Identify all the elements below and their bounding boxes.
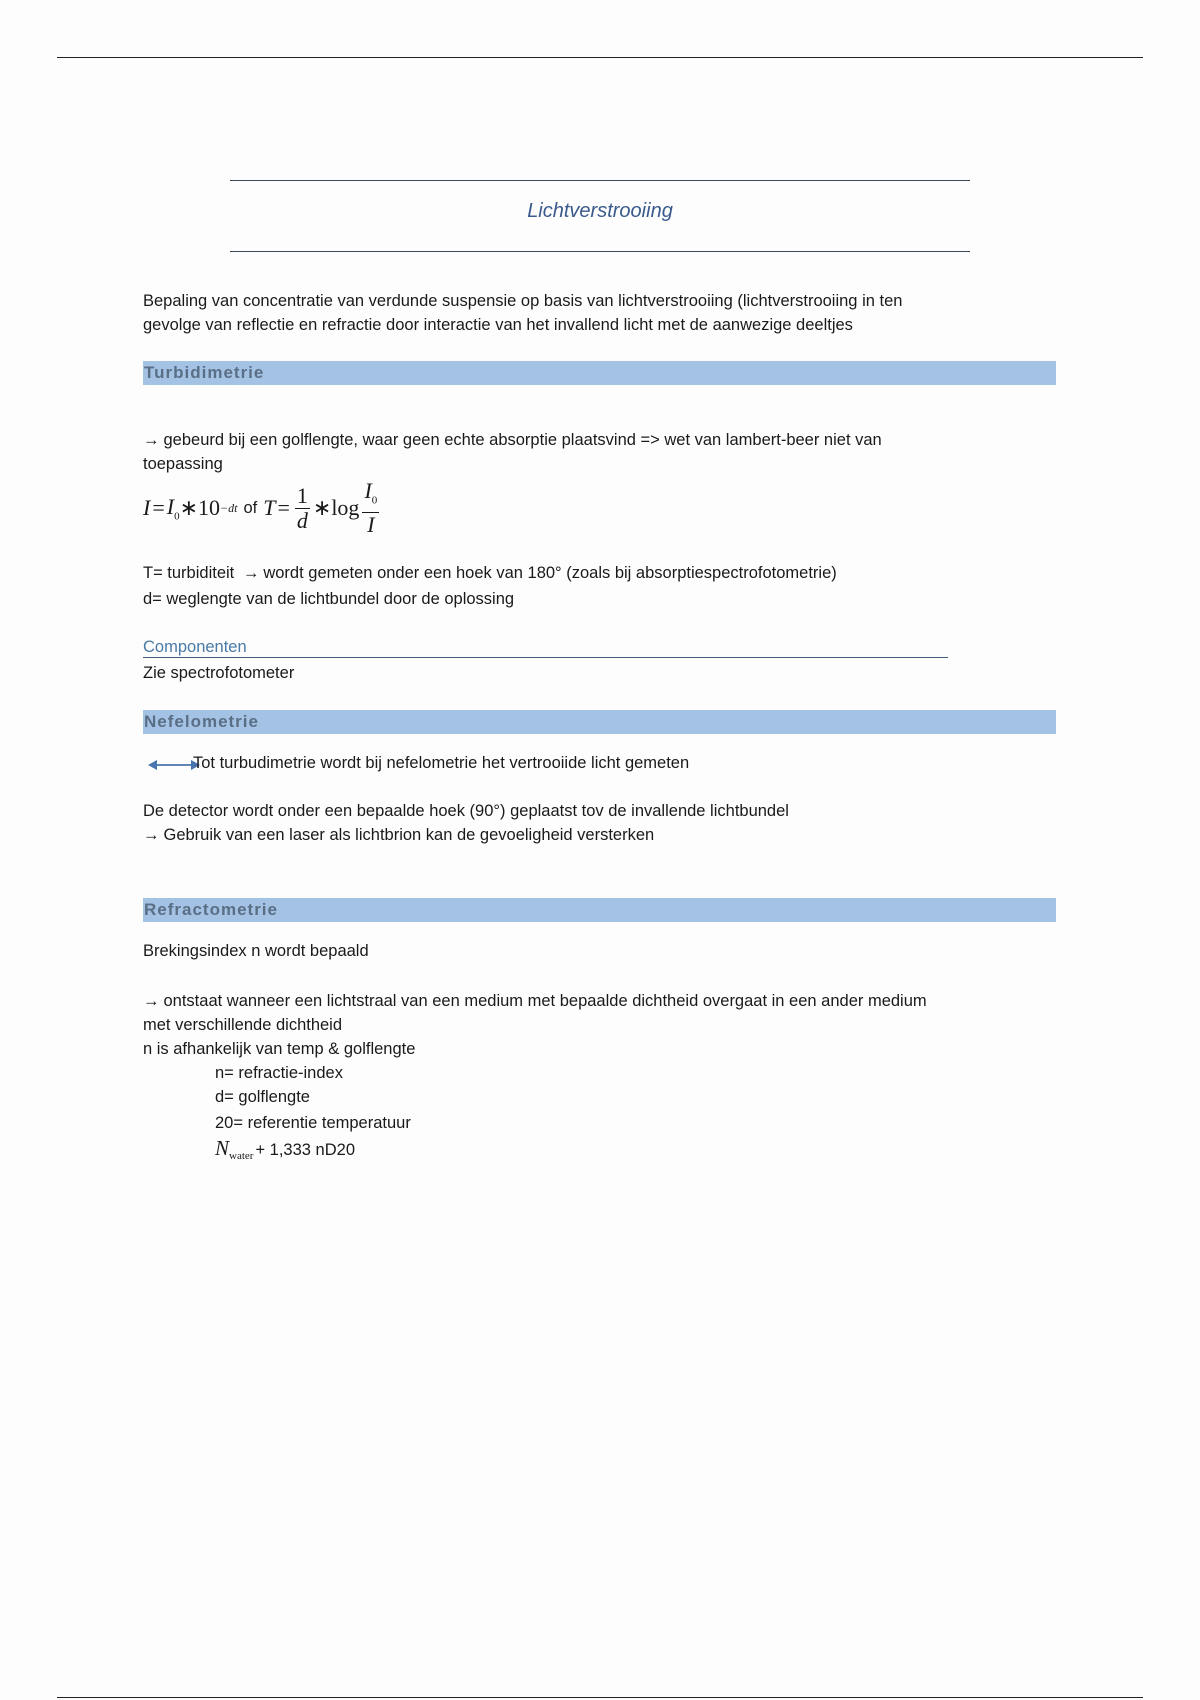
formula-connector: of: [243, 498, 258, 517]
water-value: + 1,333 nD20: [255, 1141, 355, 1159]
turbidimetrie-line-1: [143, 428, 882, 452]
nefelometrie-line-1: Tot turbudimetrie wordt bij nefelometrie het vertrooiide licht gemeten: [193, 754, 690, 772]
formula-exponent: −dt: [220, 500, 238, 515]
fraction-I0-over-I: [362, 479, 379, 537]
intro-line-2: gevolge van reflectie en refractie door interactie van het invallend licht met de aanwezige deeltjes: [143, 316, 853, 334]
water-subscript: water: [229, 1150, 254, 1163]
right-arrow-icon: →: [143, 826, 160, 844]
fraction-2-numerator-sub: 0: [371, 494, 378, 507]
right-arrow-icon: →: [143, 431, 160, 449]
formula-I0-sub: 0: [174, 510, 180, 523]
heading-refractometrie: Refractometrie: [143, 898, 1056, 922]
componenten-text: Zie spectrofotometer: [143, 664, 295, 682]
water-index-line: [215, 1136, 355, 1168]
turbiditeit-description: wordt gemeten onder een hoek van 180° (zoals bij absorptiespectrofotometrie): [263, 564, 837, 582]
bottom-page-rule: [57, 1697, 1143, 1698]
heading-nefelometrie: Nefelometrie: [143, 710, 1056, 734]
fraction-one-over-d: [295, 484, 310, 533]
formula-T: T: [263, 495, 276, 520]
weglengte-line: d= weglengte van de lichtbundel door de oplossing: [143, 590, 515, 608]
definition-n: n= refractie-index: [215, 1064, 343, 1082]
fraction-2-numerator: [362, 479, 379, 513]
formula-equals-1: =: [152, 495, 165, 520]
right-arrow-icon: →: [143, 992, 160, 1010]
subheading-componenten: Componenten: [143, 637, 948, 658]
turbidimetrie-line-2: toepassing: [143, 455, 223, 473]
title-rule-bottom: [230, 251, 970, 252]
intro-line-1: Bepaling van concentratie van verdunde suspensie op basis van lichtverstrooiing (lichtverstrooiing in ten: [143, 292, 903, 310]
nefelometrie-line-3: [143, 823, 654, 847]
fraction-2-numerator-letter: I: [364, 477, 372, 503]
top-page-rule: [57, 57, 1143, 58]
fraction-1-numerator: 1: [296, 482, 308, 508]
formula-I0: [167, 494, 180, 522]
water-N: N: [215, 1136, 230, 1160]
title-rule-top: [230, 180, 970, 181]
fraction-2-denominator: I: [367, 512, 375, 538]
formula-log: ∗log: [312, 495, 360, 520]
turbidimetrie-line-1-text: gebeurd bij een golflengte, waar geen echte absorptie plaatsvind => wet van lambert-beer niet van: [163, 431, 882, 449]
turbidity-formula: [143, 478, 382, 538]
refractometrie-line-2: [143, 989, 927, 1013]
formula-I: I: [143, 495, 151, 520]
formula-times-ten: ∗10: [179, 495, 221, 520]
refractometrie-line-1: Brekingsindex n wordt bepaald: [143, 942, 369, 960]
definition-20: 20= referentie temperatuur: [215, 1114, 411, 1132]
refractometrie-line-4: n is afhankelijk van temp & golflengte: [143, 1040, 416, 1058]
formula-equals-2: =: [277, 495, 290, 520]
heading-turbidimetrie: Turbidimetrie: [143, 361, 1056, 385]
definition-d: d= golflengte: [215, 1088, 310, 1106]
formula-I0-letter: I: [166, 493, 175, 519]
refractometrie-line-3: met verschillende dichtheid: [143, 1016, 343, 1034]
turbiditeit-label: T= turbiditeit: [143, 564, 235, 582]
nefelometrie-line-3-text: Gebruik van een laser als lichtbrion kan de gevoeligheid versterken: [163, 826, 655, 844]
page-title: Lichtverstrooiing: [527, 200, 673, 222]
refractometrie-line-2-text: ontstaat wanneer een lichtstraal van een medium met bepaalde dichtheid overgaat in een ander medium: [163, 992, 927, 1010]
right-arrow-icon: →: [242, 564, 260, 582]
nefelometrie-line-2: De detector wordt onder een bepaalde hoek (90°) geplaatst tov de invallende lichtbundel: [143, 802, 789, 820]
fraction-1-denominator: d: [296, 507, 308, 533]
turbiditeit-line: [143, 561, 837, 585]
